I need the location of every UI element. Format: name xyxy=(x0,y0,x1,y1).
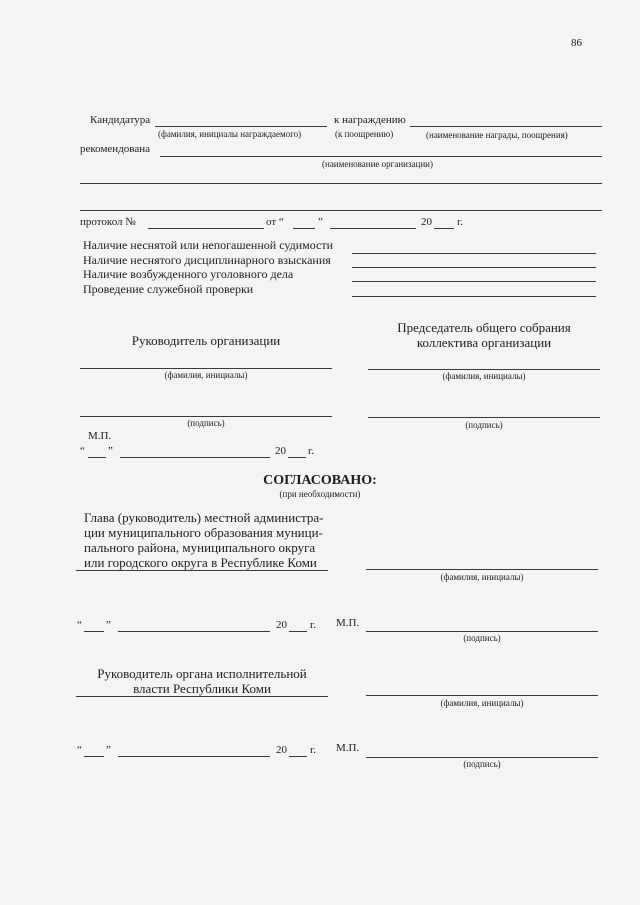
check-item: Наличие неснятого дисциплинарного взыскания xyxy=(83,253,331,267)
stamp-label: М.П. xyxy=(88,430,112,442)
award-label: к награждению xyxy=(334,114,406,126)
head-admin-line: или городского округа в Республике Коми xyxy=(84,555,317,570)
admin-date-year: 20 xyxy=(276,619,287,631)
exec-date-year: 20 xyxy=(276,744,287,756)
head-admin-line: пального района, муниципального округа xyxy=(84,540,316,555)
protocol-year: 20 xyxy=(421,216,432,228)
admin-date-month-line[interactable] xyxy=(118,631,270,632)
exec-date-close: ” xyxy=(106,744,111,756)
check-answer-line[interactable] xyxy=(352,267,596,268)
award-name-line[interactable] xyxy=(410,126,602,127)
check-item: Проведение служебной проверки xyxy=(83,282,254,296)
protocol-number-line[interactable] xyxy=(148,228,264,229)
exec-date-open: “ xyxy=(77,744,82,756)
hint-admin-name: (фамилия, инициалы) xyxy=(440,572,524,582)
exec-stamp: М.П. xyxy=(336,742,360,754)
head-signature-line[interactable] xyxy=(80,416,332,417)
date-month-line[interactable] xyxy=(120,457,270,458)
page-number: 86 xyxy=(571,37,582,49)
hint-exec-signature: (подпись) xyxy=(463,759,501,769)
blank-line-2[interactable] xyxy=(80,210,602,211)
chair-signature-line[interactable] xyxy=(368,417,600,418)
exec-date-year-line[interactable] xyxy=(289,756,307,757)
blank-line-1[interactable] xyxy=(80,183,602,184)
agreed-subtitle: (при необходимости) xyxy=(279,489,361,499)
admin-date-year-line[interactable] xyxy=(289,631,307,632)
protocol-from: от “ xyxy=(266,216,284,228)
recommended-label: рекомендована xyxy=(80,143,150,155)
exec-head-line: Руководитель органа исполнительной xyxy=(97,666,307,681)
date-open-quote: “ xyxy=(80,445,85,457)
exec-date-month-line[interactable] xyxy=(118,756,270,757)
hint-head-signature: (подпись) xyxy=(187,418,225,428)
head-admin-line: Глава (руководитель) местной администра- xyxy=(84,510,324,525)
protocol-year-line[interactable] xyxy=(434,228,454,229)
exec-name-line[interactable] xyxy=(366,695,598,696)
head-org-title: Руководитель организации xyxy=(131,333,281,348)
hint-exec-name: (фамилия, инициалы) xyxy=(440,698,524,708)
hint-chair-name: (фамилия, инициалы) xyxy=(442,371,526,381)
exec-date-suffix: г. xyxy=(310,744,317,756)
exec-signature-line[interactable] xyxy=(366,757,598,758)
hint-organization: (наименование организации) xyxy=(322,159,433,169)
date-year-line[interactable] xyxy=(288,457,306,458)
hint-head-name: (фамилия, инициалы) xyxy=(164,370,248,380)
admin-date-close: ” xyxy=(106,619,111,631)
protocol-close-quote: ” xyxy=(318,216,323,228)
head-name-line[interactable] xyxy=(80,368,332,369)
exec-head-line: власти Республики Коми xyxy=(133,681,271,696)
head-admin-line: ции муниципального образования муници- xyxy=(84,525,323,540)
date-close-quote: ” xyxy=(108,445,113,457)
date-year-suffix: г. xyxy=(308,445,315,457)
admin-name-line[interactable] xyxy=(366,569,598,570)
hint-promotion: (к поощрению) xyxy=(335,129,394,139)
candidate-label: Кандидатура xyxy=(90,114,151,126)
candidate-name-line[interactable] xyxy=(155,126,327,127)
date-year: 20 xyxy=(275,445,286,457)
exec-date-day-line[interactable] xyxy=(84,756,104,757)
exec-head-underline xyxy=(76,696,328,697)
protocol-day-line[interactable] xyxy=(293,228,315,229)
admin-date-open: “ xyxy=(77,619,82,631)
protocol-year-suffix: г. xyxy=(457,216,464,228)
admin-stamp: М.П. xyxy=(336,617,360,629)
check-answer-line[interactable] xyxy=(352,296,596,297)
protocol-month-line[interactable] xyxy=(330,228,416,229)
head-admin-underline xyxy=(76,570,328,571)
hint-award: (наименование награды, поощрения) xyxy=(426,130,568,140)
admin-date-suffix: г. xyxy=(310,619,317,631)
organization-line[interactable] xyxy=(160,156,602,157)
chair-title-line1: Председатель общего собрания xyxy=(397,320,571,335)
hint-admin-signature: (подпись) xyxy=(463,633,501,643)
chair-name-line[interactable] xyxy=(368,369,600,370)
check-answer-line[interactable] xyxy=(352,253,596,254)
hint-chair-signature: (подпись) xyxy=(465,420,503,430)
admin-signature-line[interactable] xyxy=(366,631,598,632)
chair-title-line2: коллектива организации xyxy=(416,335,552,350)
check-item: Наличие неснятой или непогашенной судимости xyxy=(83,238,334,252)
admin-date-day-line[interactable] xyxy=(84,631,104,632)
check-item: Наличие возбужденного уголовного дела xyxy=(83,267,294,281)
protocol-label: протокол № xyxy=(80,216,136,228)
date-day-line[interactable] xyxy=(88,457,106,458)
check-answer-line[interactable] xyxy=(352,281,596,282)
hint-award-name: (фамилия, инициалы награждаемого) xyxy=(158,129,302,139)
agreed-title: СОГЛАСОВАНО: xyxy=(263,473,377,488)
